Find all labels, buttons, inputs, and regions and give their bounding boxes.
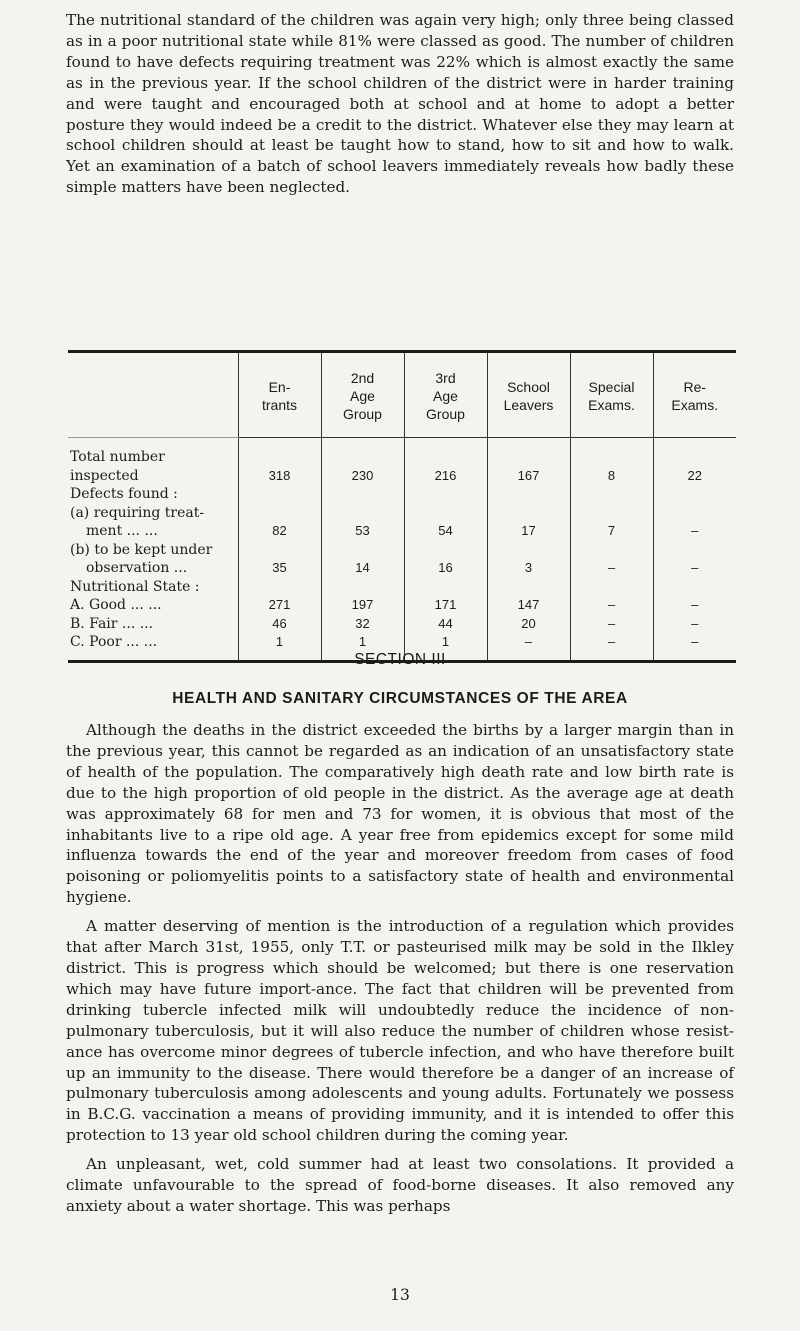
table-row xyxy=(68,541,736,560)
section-subtitle: HEALTH AND SANITARY CIRCUMSTANCES OF THE AREA xyxy=(172,690,628,707)
table-cell xyxy=(404,504,487,523)
table-cell: 171 xyxy=(404,596,487,615)
table-cell xyxy=(653,578,736,597)
table-cell: – xyxy=(653,615,736,634)
section-title: SECTION III xyxy=(354,651,446,668)
table-row xyxy=(68,633,736,652)
table-cell xyxy=(487,541,570,560)
column-header: En- trants xyxy=(238,353,321,438)
table-cell xyxy=(570,504,653,523)
table-cell xyxy=(238,504,321,523)
row-label: Nutritional State : xyxy=(70,578,200,595)
table-row xyxy=(68,522,736,541)
table-cell: 1 xyxy=(321,633,404,652)
table-body xyxy=(68,438,736,660)
table-cell xyxy=(487,485,570,504)
table-cell: 53 xyxy=(321,522,404,541)
table-cell xyxy=(321,504,404,523)
spacer-row xyxy=(68,438,736,449)
table-cell: – xyxy=(653,596,736,615)
table-cell xyxy=(487,504,570,523)
table-cell xyxy=(653,485,736,504)
row-label: Defects found : xyxy=(70,486,178,502)
table-cell: 82 xyxy=(238,522,321,541)
table-cell xyxy=(238,578,321,597)
row-label: ment ... ... xyxy=(86,523,158,539)
table-cell: 318 xyxy=(238,448,321,485)
table-cell xyxy=(404,485,487,504)
row-label: C. Poor ... ... xyxy=(70,634,158,650)
table-cell xyxy=(487,578,570,597)
table-cell: – xyxy=(570,559,653,578)
table-row xyxy=(68,596,736,615)
table-header-row xyxy=(68,353,736,438)
header-blank xyxy=(68,353,238,438)
column-header: 3rd Age Group xyxy=(404,353,487,438)
table-cell: 197 xyxy=(321,596,404,615)
table-cell: 167 xyxy=(487,448,570,485)
table-cell: 230 xyxy=(321,448,404,485)
table-row xyxy=(68,578,736,597)
paragraph-milk-regulation: A matter deserving of mention is the introduction of a regulation which provides that after March 31st, 1955, only T.T. or pasteurised milk may be sold in the Ilkley district. This is progress which should be welcomed; but there is one reservation which may have future import-ance. The fact that children will be prevented from drinking tubercle infected milk will undoubtedly reduce the incidence of non-pulmonary tuberculosis, but it will also reduce the number of children whose resist-ance has overcome minor degrees of tubercle infection, and who have therefore built up an immunity to the disease. There would therefore be a danger of an increase of pulmonary tuberculosis among adolescents and young adults. Fortunately we possess in B.C.G. vaccination a means of providing immunity, and it is intended to offer this protection to 13 year old school children during the coming year. xyxy=(66,917,734,1145)
section-body xyxy=(66,720,734,1225)
table-cell xyxy=(570,578,653,597)
table-cell: 1 xyxy=(404,633,487,652)
row-label: observation ... xyxy=(86,560,188,576)
row-label: B. Fair ... ... xyxy=(70,615,154,632)
table-row xyxy=(68,504,736,523)
table-cell: 22 xyxy=(653,448,736,485)
table-cell: 14 xyxy=(321,559,404,578)
paragraph-summer: An unpleasant, wet, cold summer had at least two consolations. It provided a climate unfavourable to the spread of food-borne diseases. It also removed any anxiety about a water shortage. This was perhaps xyxy=(66,1155,734,1215)
table-cell: 1 xyxy=(238,633,321,652)
table-cell: – xyxy=(570,615,653,634)
inspection-stats-table xyxy=(68,353,736,660)
paragraph-deaths: Although the deaths in the district exceeded the births by a larger margin than in the previous year, this cannot be regarded as an indication of an unsatisfactory state of health of the population. The comparatively high death rate and low birth rate is due to the high proportion of old people in the district. As the average age at death was approximately 68 for men and 73 for women, it is obvious that most of the inhabitants live to a ripe old age. A year free from epidemics except for some mild influenza towards the end of the year and moreover freedom from cases of food poisoning or poliomyelitis points to a satisfactory state of health and environmental hygiene. xyxy=(66,721,734,907)
table-cell xyxy=(404,578,487,597)
row-label: (b) to be kept under xyxy=(70,541,213,558)
table-cell: – xyxy=(487,633,570,652)
table-cell xyxy=(321,578,404,597)
table-cell: 271 xyxy=(238,596,321,615)
table-cell: 54 xyxy=(404,522,487,541)
row-label: (a) requiring treat- xyxy=(70,504,205,521)
table-cell: 32 xyxy=(321,615,404,634)
table-cell: – xyxy=(653,633,736,652)
column-header: 2nd Age Group xyxy=(321,353,404,438)
table-cell xyxy=(570,485,653,504)
row-label: Total number inspected xyxy=(70,449,165,484)
table-cell: 216 xyxy=(404,448,487,485)
page-number: 13 xyxy=(390,1286,410,1304)
table-row xyxy=(68,485,736,504)
table-cell xyxy=(570,541,653,560)
table-cell xyxy=(404,541,487,560)
column-header: School Leavers xyxy=(487,353,570,438)
table-cell: 46 xyxy=(238,615,321,634)
table-row xyxy=(68,448,736,485)
table-cell: 20 xyxy=(487,615,570,634)
table-cell: 8 xyxy=(570,448,653,485)
table-cell xyxy=(321,541,404,560)
table-cell: 16 xyxy=(404,559,487,578)
table-cell: – xyxy=(653,522,736,541)
table-row xyxy=(68,615,736,634)
row-label: A. Good ... ... xyxy=(70,597,162,613)
table-cell xyxy=(653,541,736,560)
intro-paragraph: The nutritional standard of the children was again very high; only three being classed as in a poor nutritional state while 81% were classed as good. The number of children found to have defects requiring treatment was 22% which is almost exactly the same as in the previous year. If the school children of the district were in harder training and were taught and encouraged both at school and at home to adopt a better posture they would indeed be a credit to the district. Whatever else they may learn at school children should at least be taught how to stand, how to sit and how to walk. Yet an examination of a batch of school leavers immediately reveals how badly these simple matters have been neglected. xyxy=(66,11,734,197)
table-cell: 44 xyxy=(404,615,487,634)
column-header: Re- Exams. xyxy=(653,353,736,438)
table-cell: 17 xyxy=(487,522,570,541)
table-cell: 3 xyxy=(487,559,570,578)
table-cell: – xyxy=(570,633,653,652)
inspection-table xyxy=(68,350,736,663)
table-cell xyxy=(321,485,404,504)
column-header: Special Exams. xyxy=(570,353,653,438)
table-cell: 147 xyxy=(487,596,570,615)
intro-block xyxy=(66,10,734,198)
table-cell xyxy=(238,485,321,504)
table-cell xyxy=(653,504,736,523)
table-cell: 35 xyxy=(238,559,321,578)
table-cell: 7 xyxy=(570,522,653,541)
table-cell: – xyxy=(653,559,736,578)
table-row xyxy=(68,559,736,578)
table-cell xyxy=(238,541,321,560)
table-cell: – xyxy=(570,596,653,615)
